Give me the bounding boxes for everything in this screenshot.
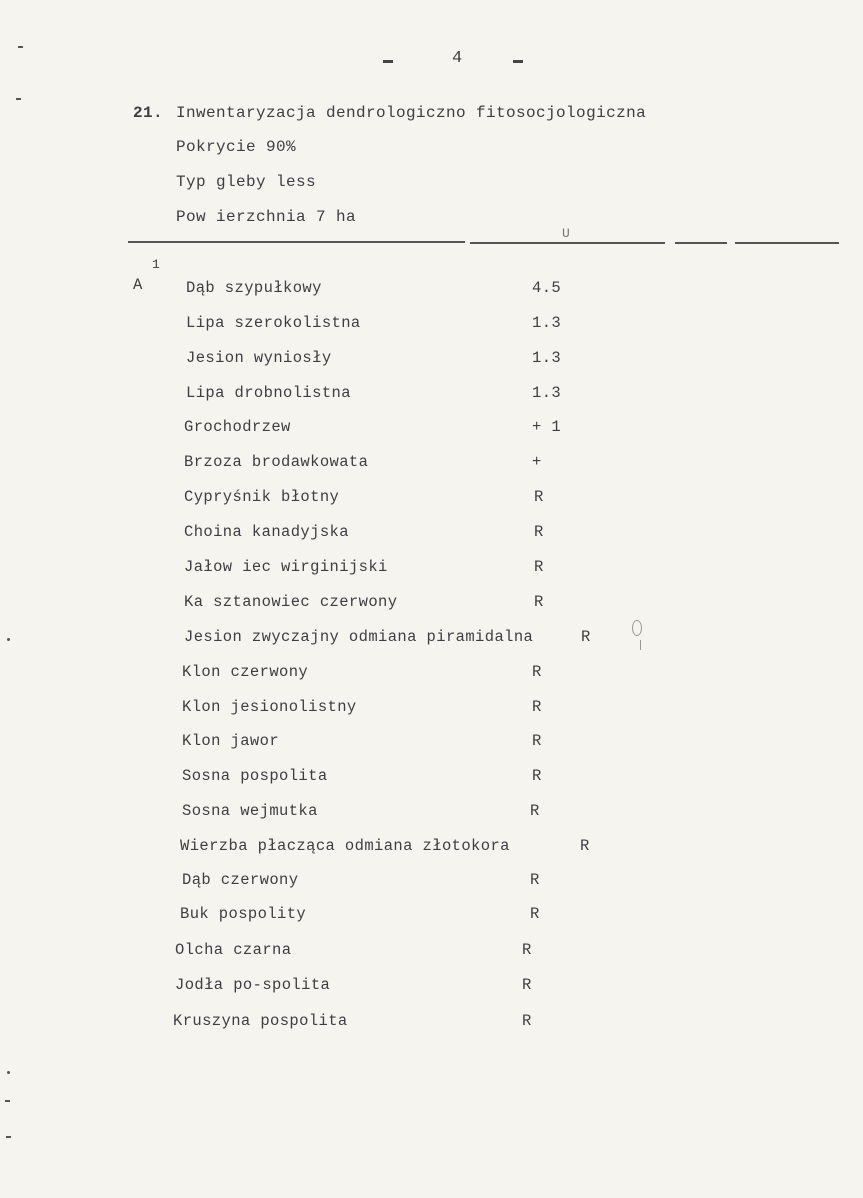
species-value: R <box>580 837 590 855</box>
margin-mark <box>7 1071 10 1074</box>
species-name: Cypryśnik błotny <box>184 488 340 506</box>
table-rule-1 <box>128 241 465 243</box>
species-value: R <box>532 732 542 750</box>
species-name: Wierzba płacząca odmiana złotokora <box>180 837 510 855</box>
species-value: R <box>534 593 544 611</box>
species-name: Dąb szypułkowy <box>186 279 322 297</box>
species-value: R <box>530 871 540 889</box>
species-value: 1.3 <box>532 384 562 402</box>
species-name: Dąb czerwony <box>182 871 299 889</box>
species-row <box>0 871 863 891</box>
page-number-dash-left <box>383 60 393 63</box>
species-row <box>0 628 863 648</box>
species-row <box>0 663 863 683</box>
species-row <box>0 837 863 857</box>
species-row <box>0 1012 863 1032</box>
species-name: Klon jesionolistny <box>182 698 357 716</box>
species-row <box>0 802 863 822</box>
layer-superscript: 1 <box>152 257 161 272</box>
species-name: Ka sztanowiec czerwony <box>184 593 398 611</box>
species-row <box>0 941 863 961</box>
column-header: U <box>562 226 571 241</box>
species-row <box>0 349 863 369</box>
pencil-mark <box>632 620 642 636</box>
pencil-mark <box>640 640 641 650</box>
margin-mark <box>6 1136 11 1138</box>
species-row <box>0 593 863 613</box>
species-row <box>0 558 863 578</box>
species-value: + <box>532 453 542 471</box>
table-rule-2 <box>470 242 665 244</box>
species-row <box>0 488 863 508</box>
species-name: Olcha czarna <box>175 941 292 959</box>
species-name: Jałow iec wirginijski <box>184 558 388 576</box>
area-line: Pow ierzchnia 7 ha <box>176 208 357 226</box>
species-value: 4.5 <box>532 279 562 297</box>
species-name: Kruszyna pospolita <box>173 1012 348 1030</box>
margin-mark <box>7 638 10 641</box>
species-value: R <box>532 767 542 785</box>
species-name: Jesion zwyczajny odmiana piramidalna <box>184 628 534 646</box>
species-name: Klon jawor <box>182 732 280 750</box>
page-number: 4 <box>452 49 463 68</box>
species-value: R <box>522 976 532 994</box>
species-name: Grochodrzew <box>184 418 291 436</box>
species-row <box>0 698 863 718</box>
species-row <box>0 279 863 299</box>
species-name: Lipa szerokolistna <box>186 314 361 332</box>
section-number: 21. <box>133 104 164 122</box>
species-value: R <box>522 941 532 959</box>
species-name: Brzoza brodawkowata <box>184 453 369 471</box>
species-name: Choina kanadyjska <box>184 523 349 541</box>
soil-type-line: Typ gleby less <box>176 173 317 191</box>
margin-mark <box>18 46 23 48</box>
species-value: + 1 <box>532 418 562 436</box>
margin-mark <box>5 1100 10 1102</box>
species-value: R <box>532 663 542 681</box>
species-row <box>0 523 863 543</box>
species-value: R <box>534 488 544 506</box>
species-name: Jesion wyniosły <box>186 349 332 367</box>
species-value: R <box>522 1012 532 1030</box>
table-rule-4 <box>735 242 839 244</box>
species-row <box>0 418 863 438</box>
page-number-dash-right <box>513 60 523 63</box>
species-row <box>0 384 863 404</box>
species-value: R <box>534 558 544 576</box>
species-name: Buk pospolity <box>180 905 307 923</box>
species-row <box>0 767 863 787</box>
species-name: Klon czerwony <box>182 663 309 681</box>
species-row <box>0 314 863 334</box>
section-title: Inwentaryzacja dendrologiczno fitosocjologiczna <box>176 104 647 122</box>
species-value: R <box>530 905 540 923</box>
species-row <box>0 453 863 473</box>
species-name: Sosna wejmutka <box>182 802 318 820</box>
species-name: Sosna pospolita <box>182 767 328 785</box>
margin-mark <box>16 98 21 100</box>
layer-label: A <box>133 276 143 294</box>
coverage-line: Pokrycie 90% <box>176 138 297 156</box>
species-name: Lipa drobnolistna <box>186 384 351 402</box>
species-value: R <box>534 523 544 541</box>
table-rule-3 <box>675 242 727 244</box>
species-row <box>0 732 863 752</box>
species-value: 1.3 <box>532 349 562 367</box>
species-value: R <box>581 628 591 646</box>
species-value: R <box>530 802 540 820</box>
species-row <box>0 905 863 925</box>
species-name: Jodła po-spolita <box>175 976 331 994</box>
species-row <box>0 976 863 996</box>
species-value: R <box>532 698 542 716</box>
species-value: 1.3 <box>532 314 562 332</box>
